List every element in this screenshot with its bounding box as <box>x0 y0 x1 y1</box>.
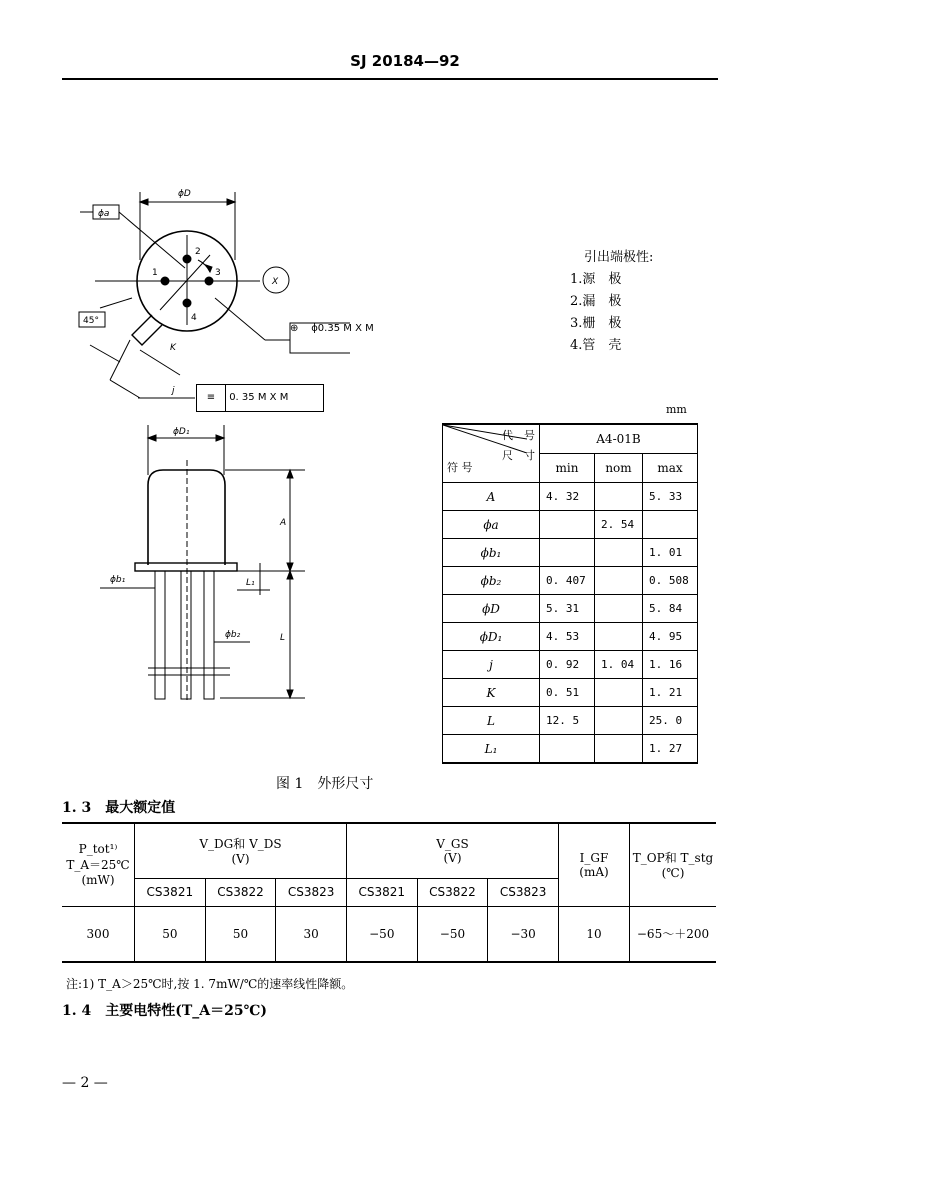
dimension-nom-cell: 1. 04 <box>594 651 642 679</box>
dimension-row <box>443 735 698 764</box>
dimension-min-cell <box>540 539 595 567</box>
pin2-label: 2 <box>195 247 201 257</box>
l1-label: L₁ <box>246 578 255 588</box>
value-cell: 50 <box>135 906 206 962</box>
dimension-min-cell <box>540 735 595 764</box>
vgs-header <box>346 823 558 878</box>
dimension-nom-cell <box>594 623 642 651</box>
ta-condition: T_A＝25℃ <box>66 858 130 873</box>
dimension-sym-cell: L₁ <box>443 735 540 764</box>
position-tolerance-frame-2: ≡ 0. 35 M X M <box>196 384 324 412</box>
igf-unit: (mA) <box>579 864 609 879</box>
value-cell: 10 <box>559 906 630 962</box>
tolerance-2-value: 0. 35 <box>229 392 255 403</box>
dimension-row <box>443 623 698 651</box>
vdg-unit: (V) <box>231 852 250 867</box>
pin3-label: 3 <box>215 268 221 278</box>
model-cell: CS3823 <box>488 878 559 906</box>
dimension-sym-cell: ϕa <box>443 511 540 539</box>
pin4-label: 4 <box>191 313 197 323</box>
dimension-sym-cell: K <box>443 679 540 707</box>
vgs-symbol: V_GS <box>436 836 469 851</box>
dimension-row <box>443 679 698 707</box>
dimension-row <box>443 483 698 511</box>
dimension-max-cell: 1. 01 <box>643 539 698 567</box>
phi-d-label: ϕD <box>178 189 191 199</box>
header-rule <box>62 78 718 80</box>
phi-a-label: ϕa <box>98 209 110 219</box>
pin-item-2: 2.漏 极 <box>570 294 622 309</box>
section-1-4-title: 1. 4 主要电特性(T_A＝25℃) <box>62 1003 268 1019</box>
igf-symbol: I_GF <box>579 850 609 865</box>
x-symbol-2: X <box>269 392 277 403</box>
tolerance-1-value: ϕ0.35 <box>311 323 341 334</box>
k-label: K <box>170 343 176 353</box>
datum-x-label: X <box>272 277 279 287</box>
dimension-nom-cell <box>594 595 642 623</box>
side-view <box>100 425 305 700</box>
dimension-sym-cell: L <box>443 707 540 735</box>
dimension-row <box>443 511 698 539</box>
a-label: A <box>280 518 287 528</box>
pin-item-1: 1.源 极 <box>570 272 622 287</box>
col-nom: nom <box>594 454 642 483</box>
pin-polarity-title: 引出端极性: <box>584 250 654 265</box>
unit-label: mm <box>666 403 687 416</box>
footnote: 注:1) T_A＞25℃时,按 1. 7mW/℃的速率线性降额。 <box>66 977 354 991</box>
model-cell: CS3822 <box>205 878 276 906</box>
position-tolerance-frame-1: ⊕ ϕ0.35 M X M <box>290 323 374 334</box>
phi-b1-label: ϕb₁ <box>110 575 126 585</box>
figure-caption: 图 1 外形尺寸 <box>276 776 374 792</box>
value-cell: 50 <box>205 906 276 962</box>
value-cell: −30 <box>488 906 559 962</box>
dimension-sym-cell: ϕb₂ <box>443 567 540 595</box>
dimension-row <box>443 707 698 735</box>
dimension-max-cell: 25. 0 <box>643 707 698 735</box>
value-cell: −50 <box>346 906 417 962</box>
m-symbol-2b: M <box>279 392 289 403</box>
m-symbol-1b: M <box>365 323 374 334</box>
top-symbol: T_OP和 T_stg <box>632 851 714 866</box>
m-symbol-2: M <box>257 392 267 403</box>
top-unit: (℃) <box>661 866 685 881</box>
dimension-row <box>443 539 698 567</box>
dimension-nom-cell: 2. 54 <box>594 511 642 539</box>
dimension-min-cell: 12. 5 <box>540 707 595 735</box>
ptot-header <box>62 823 135 906</box>
header-size-label: 尺 寸 <box>502 449 535 462</box>
max-ratings-table <box>62 822 716 963</box>
dimension-nom-cell <box>594 567 642 595</box>
diagonal-header-cell <box>443 424 540 483</box>
dimension-max-cell: 1. 21 <box>643 679 698 707</box>
dimension-max-cell: 5. 84 <box>643 595 698 623</box>
dimension-row <box>443 651 698 679</box>
ptot-unit: (mW) <box>81 873 115 888</box>
dimension-max-cell: 1. 27 <box>643 735 698 764</box>
model-cell: CS3821 <box>135 878 206 906</box>
model-cell: CS3821 <box>346 878 417 906</box>
dimension-row <box>443 595 698 623</box>
dimension-nom-cell <box>594 707 642 735</box>
m-symbol-1: M <box>343 323 352 334</box>
pin1-label: 1 <box>152 268 158 278</box>
pin-item-3: 3.栅 极 <box>570 316 622 331</box>
header-code-label: 代 号 <box>502 429 535 442</box>
dimension-table <box>442 423 698 764</box>
top-view <box>79 189 350 398</box>
value-cell: −50 <box>417 906 488 962</box>
package-header: A4-01B <box>540 424 698 454</box>
ptot-symbol: P_tot¹⁾ <box>78 842 118 857</box>
phi-d1-label: ϕD₁ <box>173 427 190 437</box>
value-cell: 300 <box>62 906 135 962</box>
value-cell: 30 <box>276 906 347 962</box>
model-cell: CS3822 <box>417 878 488 906</box>
dimension-min-cell: 4. 32 <box>540 483 595 511</box>
dimension-min-cell <box>540 511 595 539</box>
dimension-max-cell: 0. 508 <box>643 567 698 595</box>
section-1-3-title: 1. 3 最大额定值 <box>62 800 176 816</box>
dimension-min-cell: 4. 53 <box>540 623 595 651</box>
vgs-unit: (V) <box>443 850 462 865</box>
dimension-sym-cell: ϕD₁ <box>443 623 540 651</box>
l-label: L <box>280 633 286 643</box>
page-number: — 2 — <box>62 1075 108 1091</box>
dimension-min-cell: 0. 51 <box>540 679 595 707</box>
header-symbol-label: 符 号 <box>447 461 473 474</box>
dimension-max-cell: 4. 95 <box>643 623 698 651</box>
col-max: max <box>643 454 698 483</box>
igf-header <box>559 823 630 906</box>
dimension-min-cell: 0. 92 <box>540 651 595 679</box>
dimension-max-cell: 1. 16 <box>643 651 698 679</box>
dimension-nom-cell <box>594 483 642 511</box>
dimension-sym-cell: ϕD <box>443 595 540 623</box>
document-header: SJ 20184—92 <box>350 52 460 70</box>
dimension-sym-cell: A <box>443 483 540 511</box>
x-symbol-1: X <box>355 323 362 334</box>
dimension-row <box>443 567 698 595</box>
pin-item-4: 4.管 壳 <box>570 338 622 353</box>
j-label: j <box>172 386 175 396</box>
dimension-min-cell: 0. 407 <box>540 567 595 595</box>
dimension-min-cell: 5. 31 <box>540 595 595 623</box>
phi-b2-label: ϕb₂ <box>225 630 241 640</box>
dimension-max-cell: 5. 33 <box>643 483 698 511</box>
vdg-symbol: V_DG和 V_DS <box>199 837 282 852</box>
vdg-header <box>135 823 347 878</box>
value-cell: −65～＋200 <box>630 906 717 962</box>
dimension-sym-cell: ϕb₁ <box>443 539 540 567</box>
top-header <box>630 823 717 906</box>
col-min: min <box>540 454 595 483</box>
dimension-sym-cell: j <box>443 651 540 679</box>
model-cell: CS3823 <box>276 878 347 906</box>
package-outline-drawing <box>60 180 350 700</box>
dimension-nom-cell <box>594 679 642 707</box>
dimension-nom-cell <box>594 735 642 764</box>
dimension-nom-cell <box>594 539 642 567</box>
dimension-max-cell <box>643 511 698 539</box>
angle-label: 45° <box>83 316 99 326</box>
